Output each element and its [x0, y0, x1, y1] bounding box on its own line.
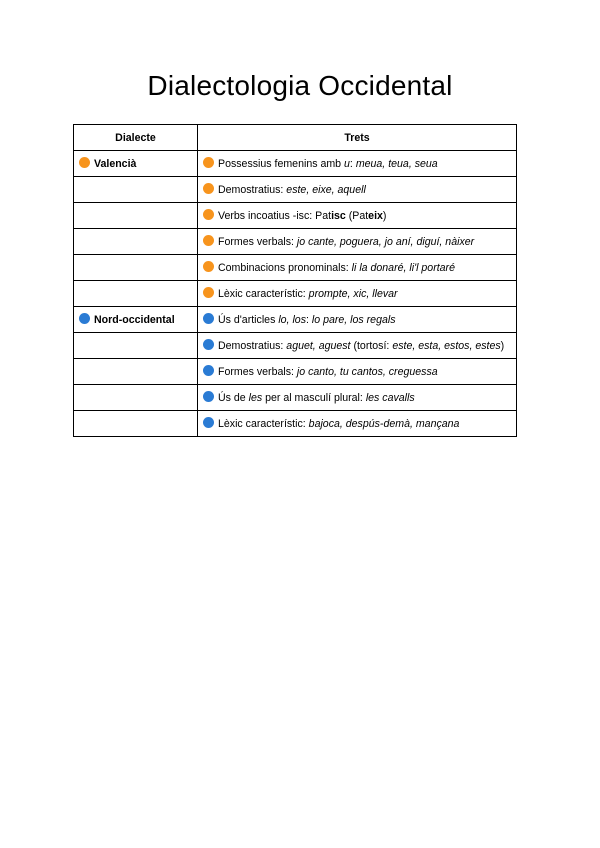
- orange-circle-icon: [79, 157, 90, 168]
- header-dialecte: Dialecte: [74, 125, 198, 151]
- dialect-label: Nord-occidental: [94, 314, 175, 326]
- trait-text: :: [306, 314, 312, 326]
- trait-text: Lèxic característic:: [218, 288, 309, 300]
- blue-circle-icon: [203, 391, 214, 402]
- trait-text: ): [382, 210, 387, 222]
- dialect-cell: [74, 359, 198, 385]
- trait-text: Demostratius:: [218, 184, 287, 196]
- dialect-cell: [74, 281, 198, 307]
- orange-circle-icon: [203, 235, 214, 246]
- trait-cell: [198, 203, 517, 229]
- trait-text: per al masculí plural:: [262, 392, 366, 404]
- table-row: [74, 307, 517, 333]
- trait-text: prompte, xic, llevar: [308, 288, 398, 300]
- dialect-cell: [74, 307, 198, 333]
- dialect-cell: [74, 255, 198, 281]
- trait-text: :: [349, 158, 356, 170]
- dialect-cell: [74, 411, 198, 437]
- trait-text: isc: [331, 210, 346, 222]
- table-row: [74, 255, 517, 281]
- blue-circle-icon: [79, 313, 90, 324]
- header-trets: Trets: [198, 125, 517, 151]
- trait-text: eix: [368, 210, 383, 222]
- dialect-cell: [74, 229, 198, 255]
- dialect-cell: [74, 385, 198, 411]
- dialect-cell: [74, 333, 198, 359]
- trait-text: (Pat: [345, 210, 369, 222]
- trait-cell: [198, 359, 517, 385]
- trait-text: Lèxic característic:: [218, 418, 309, 430]
- orange-circle-icon: [203, 261, 214, 272]
- trait-text: bajoca, despús-demà, mançana: [308, 418, 460, 430]
- trait-cell: [198, 385, 517, 411]
- blue-circle-icon: [203, 313, 214, 324]
- trait-text: Possessius femenins amb: [218, 158, 345, 170]
- trait-text: este, eixe, aquell: [286, 184, 366, 196]
- dialect-label: Valencià: [94, 158, 137, 170]
- trait-text: Formes verbals:: [218, 236, 297, 248]
- trait-text: lo, los: [278, 314, 306, 326]
- table-row: [74, 203, 517, 229]
- table-row: [74, 151, 517, 177]
- trait-cell: [198, 177, 517, 203]
- trait-text: Verbs incoatius -isc: Pat: [218, 210, 332, 222]
- table-row: [74, 411, 517, 437]
- trait-cell: [198, 229, 517, 255]
- trait-cell: [198, 255, 517, 281]
- dialect-cell: [74, 177, 198, 203]
- trait-text: jo cante, poguera, jo aní, diguí, nàixer: [296, 236, 475, 248]
- table-row: [74, 359, 517, 385]
- trait-cell: [198, 411, 517, 437]
- trait-text: les: [248, 392, 263, 404]
- trait-text: les cavalls: [365, 392, 415, 404]
- trait-text: u: [344, 158, 350, 170]
- table-row: [74, 229, 517, 255]
- trait-text: jo canto, tu cantos, creguessa: [296, 366, 438, 378]
- dialect-cell: [74, 203, 198, 229]
- blue-circle-icon: [203, 365, 214, 376]
- orange-circle-icon: [203, 209, 214, 220]
- trait-text: Ús d'articles: [218, 314, 279, 326]
- trait-cell: [198, 281, 517, 307]
- blue-circle-icon: [203, 339, 214, 350]
- page-title: Dialectologia Occidental: [147, 70, 453, 101]
- orange-circle-icon: [203, 157, 214, 168]
- trait-text: (tortosí:: [350, 340, 393, 352]
- trait-cell: [198, 333, 517, 359]
- trait-text: Combinacions pronominals:: [218, 262, 352, 274]
- orange-circle-icon: [203, 287, 214, 298]
- trait-text: ): [500, 340, 505, 352]
- trait-text: meua, teua, seua: [355, 158, 438, 170]
- trait-text: este, esta, estos, estes: [392, 340, 501, 352]
- trait-text: aguet, aguest: [286, 340, 351, 352]
- trait-text: li la donaré, li'l portaré: [351, 262, 455, 274]
- trait-text: Formes verbals:: [218, 366, 297, 378]
- trait-text: lo pare, los regals: [311, 314, 396, 326]
- table-row: [74, 177, 517, 203]
- trait-cell: [198, 151, 517, 177]
- table-row: [74, 281, 517, 307]
- trait-cell: [198, 307, 517, 333]
- table-row: [74, 333, 517, 359]
- table-row: [74, 385, 517, 411]
- dialect-cell: [74, 151, 198, 177]
- blue-circle-icon: [203, 417, 214, 428]
- table-header-row: [74, 125, 517, 151]
- trait-text: Demostratius:: [218, 340, 287, 352]
- trait-text: Ús de: [218, 392, 249, 404]
- dialect-table: [73, 124, 517, 437]
- orange-circle-icon: [203, 183, 214, 194]
